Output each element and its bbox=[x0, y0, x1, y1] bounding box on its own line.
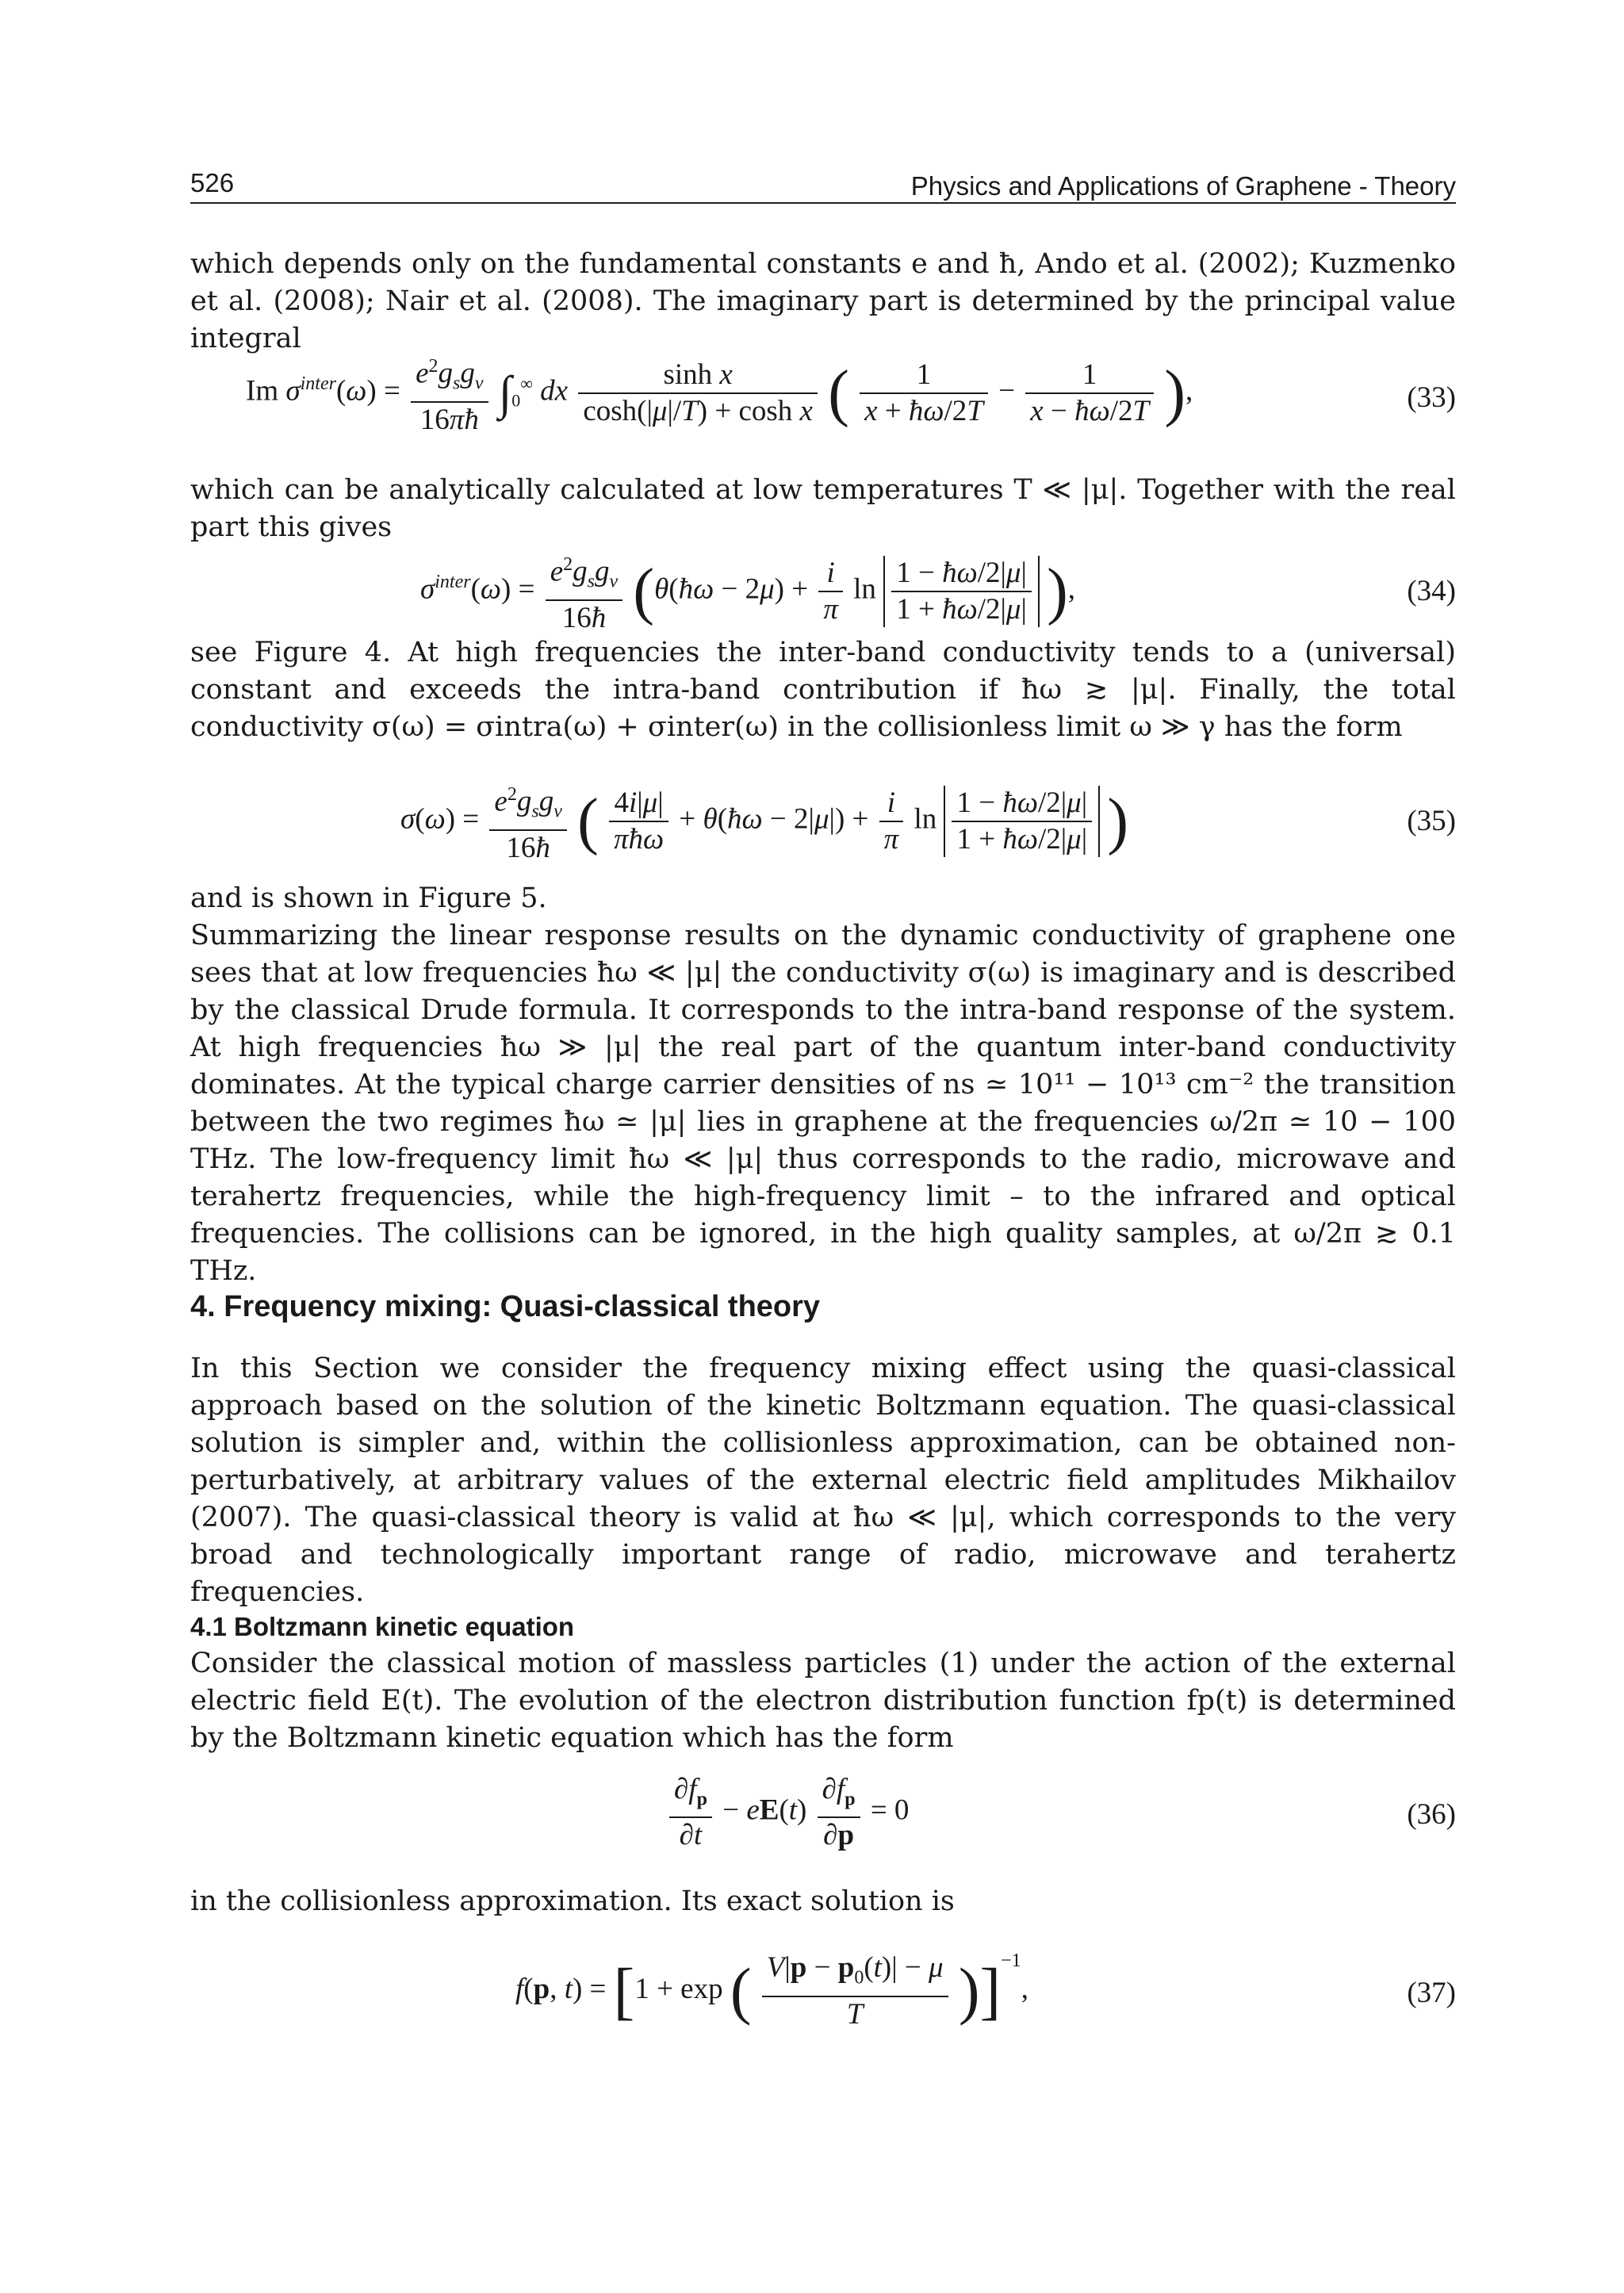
equation-33 bbox=[190, 349, 1456, 452]
paragraph-5-text: Summarizing the linear response results on the dynamic conductivity of graphene one sees that at low frequencies ħω ≪ |μ| the conductivity σ(ω) is imaginary and is described by the classical Drude formula. It corresponds to the intra-band response of the system. At high frequencies ħω ≫ |μ| the real part of the quantum inter-band conductivity dominates. At the typical charge carrier densities of ns ≃ 10¹¹ − 10¹³ cm⁻² the transition between the two regimes ħω ≃ |μ| lies in graphene at the frequencies ω/2π ≃ 10 − 100 THz. The low-frequency limit ħω ≪ |μ| thus corresponds to the radio, microwave and terahertz frequencies, while the high-frequency limit – to the infrared and optical frequencies. The collisions can be ignored, in the high quality samples, at ω/2π ≳ 0.1 THz. bbox=[190, 920, 1456, 1287]
paragraph-8-text: in the collisionless approximation. Its exact solution is bbox=[190, 1885, 955, 1917]
equation-34-number: (34) bbox=[1407, 575, 1456, 607]
paragraph-6 bbox=[190, 1350, 1456, 1611]
equation-36 bbox=[190, 1772, 1456, 1859]
paragraph-1-text: which depends only on the fundamental constants e and ħ, Ando et al. (2002); Kuzmenko et al. (2008); Nair et al. (2008). The imaginary part is determined by the principal value integral bbox=[190, 248, 1456, 354]
equation-35 bbox=[190, 777, 1456, 868]
equation-37-body: f(p, t) = [1 + exp ( $\frac{V|p - p_0(t)| - \mu}{T}$ )]$^{-1}$, bbox=[515, 1950, 1028, 2031]
page-number: 526 bbox=[190, 168, 235, 197]
paragraph-7 bbox=[190, 1645, 1456, 1757]
running-title: Physics and Applications of Graphene - Theory bbox=[910, 171, 1456, 201]
paragraph-4 bbox=[190, 880, 1456, 917]
paragraph-3 bbox=[190, 634, 1456, 746]
equation-33-body: Im $\sigma^{inter}(\omega)$ = $\frac{e^2g_sg_v}{16\pi ħ}$ $\int_0^\infty$ dx $\frac{\text{sinh x}}{\text{cosh(|μ|/T) + cosh x}}$ ( $\frac{1}{x + ħ\omega/2T}$ − $\frac{1}{x - ħ\omega/2T}$ ), bbox=[246, 349, 1193, 438]
equation-36-body: $\frac{\partial f_p}{\partial t}$ − eE(t) $\frac{\partial f_p}{\partial p}$ = 0 bbox=[666, 1772, 909, 1853]
paragraph-1 bbox=[190, 246, 1456, 358]
equation-34-body: $\sigma^{inter}(\omega)$ = $\frac{e^2g_sg_v}{16ħ}$ (θ(ħω − 2μ) + $\frac{i}{\pi}$ ln $\frac{1 - ħ\omega/2|\mu|}{1 + ħ\omega/2|\mu|}$ ), bbox=[420, 547, 1075, 636]
equation-37-number: (37) bbox=[1407, 1977, 1456, 2009]
equation-37 bbox=[190, 1943, 1456, 2046]
equation-35-number: (35) bbox=[1407, 805, 1456, 837]
paragraph-8 bbox=[190, 1883, 1456, 1920]
paragraph-2-text: which can be analytically calculated at low temperatures T ≪ |μ|. Together with the real part this gives bbox=[190, 474, 1456, 543]
subsection-heading: 4.1 Boltzmann kinetic equation bbox=[190, 1612, 575, 1641]
paragraph-3-text: see Figure 4. At high frequencies the inter-band conductivity tends to a (universal) constant and exceeds the intra-band contribution if ħω ≳ |μ|. Finally, the total conductivity σ(ω) = σintra(ω) + σinter(ω) in the collisionless limit ω ≫ γ has the form bbox=[190, 637, 1456, 743]
paragraph-2 bbox=[190, 472, 1456, 546]
section-heading: 4. Frequency mixing: Quasi-classical theory bbox=[190, 1290, 821, 1323]
paragraph-7-text: Consider the classical motion of massless particles (1) under the action of the external electric field E(t). The evolution of the electron distribution function fp(t) is determined by the Boltzmann kinetic equation which has the form bbox=[190, 1648, 1456, 1754]
equation-35-body: σ(ω) = $\frac{e^2g_sg_v}{16ħ}$ ( $\frac{4i|\mu|}{\text{πħω}}$ + θ(ħω − 2|μ|) + $\frac{i}{\pi}$ ln $\frac{1 - ħ\omega/2|\mu|}{1 + ħ\omega/2|\mu|}$ ) bbox=[400, 777, 1128, 866]
equation-34 bbox=[190, 547, 1456, 634]
paragraph-6-text: In this Section we consider the frequency mixing effect using the quasi-classical approach based on the solution of the kinetic Boltzmann equation. The quasi-classical solution is simpler and, within the collisionless approximation, can be obtained non-perturbatively, at arbitrary values of the external electric field amplitudes Mikhailov (2007). The quasi-classical theory is valid at ħω ≪ |μ|, which corresponds to the very broad and technologically important range of radio, microwave and terahertz frequencies. bbox=[190, 1353, 1456, 1608]
paragraph-5 bbox=[190, 917, 1456, 1290]
equation-36-number: (36) bbox=[1407, 1798, 1456, 1831]
equation-33-number: (33) bbox=[1407, 381, 1456, 414]
page-header bbox=[190, 163, 1456, 204]
paragraph-4-text: and is shown in Figure 5. bbox=[190, 882, 547, 914]
